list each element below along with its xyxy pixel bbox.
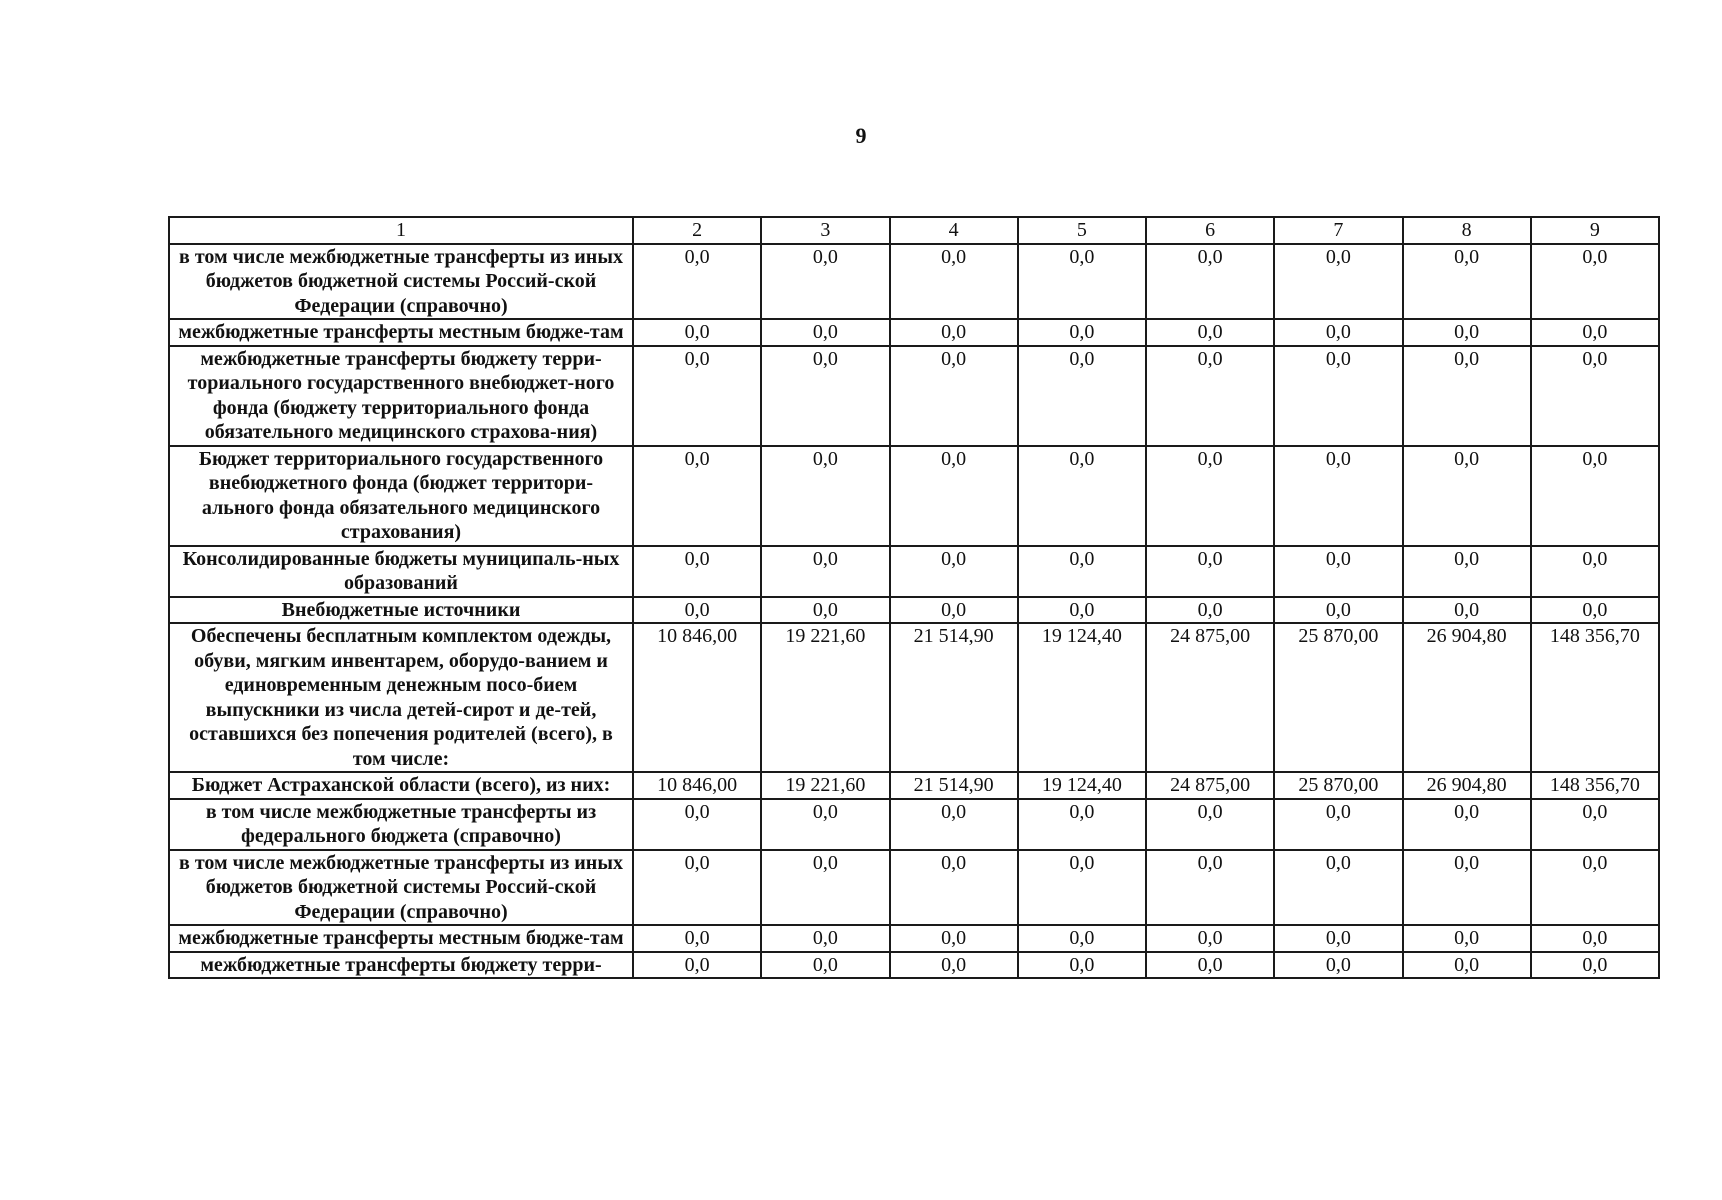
value-cell: 0,0 [890,546,1018,597]
value-cell: 0,0 [633,952,761,979]
value-cell: 0,0 [1274,546,1402,597]
value-cell: 0,0 [890,346,1018,446]
value-cell: 148 356,70 [1531,623,1659,772]
value-cell: 0,0 [1531,597,1659,624]
table-row [169,446,1659,546]
column-header: 2 [633,217,761,244]
value-cell: 0,0 [761,346,889,446]
value-cell: 0,0 [761,597,889,624]
row-label: Бюджет Астраханской области (всего), из них: [169,772,633,799]
value-cell: 19 124,40 [1018,623,1146,772]
value-cell: 0,0 [1146,546,1274,597]
row-label: Обеспечены бесплатным комплектом одежды, обуви, мягким инвентарем, оборудо-ванием и единовременным денежным посо-бием выпускники из числа детей-сирот и де-тей, оставшихся без попечения родителей (всего), в том числе: [169,623,633,772]
value-cell: 0,0 [633,346,761,446]
value-cell: 0,0 [1531,952,1659,979]
table-row [169,244,1659,320]
column-header: 4 [890,217,1018,244]
value-cell: 0,0 [1274,597,1402,624]
value-cell: 0,0 [1274,925,1402,952]
value-cell: 0,0 [633,925,761,952]
value-cell: 19 221,60 [761,623,889,772]
value-cell: 0,0 [1531,546,1659,597]
table-row [169,546,1659,597]
budget-table [168,216,1660,979]
value-cell: 0,0 [1146,319,1274,346]
value-cell: 0,0 [1146,952,1274,979]
value-cell: 0,0 [1146,597,1274,624]
value-cell: 0,0 [1146,446,1274,546]
value-cell: 0,0 [890,446,1018,546]
value-cell: 0,0 [1531,244,1659,320]
value-cell: 0,0 [1146,799,1274,850]
value-cell: 0,0 [1403,597,1531,624]
row-label: межбюджетные трансферты местным бюдже-там [169,925,633,952]
value-cell: 19 221,60 [761,772,889,799]
value-cell: 21 514,90 [890,772,1018,799]
value-cell: 0,0 [1274,244,1402,320]
value-cell: 0,0 [1531,346,1659,446]
value-cell: 0,0 [761,952,889,979]
value-cell: 0,0 [1018,546,1146,597]
table-row [169,346,1659,446]
value-cell: 0,0 [1018,925,1146,952]
value-cell: 0,0 [1018,346,1146,446]
value-cell: 0,0 [1146,850,1274,926]
value-cell: 0,0 [761,925,889,952]
column-header: 8 [1403,217,1531,244]
column-header: 9 [1531,217,1659,244]
table-body [169,217,1659,978]
value-cell: 0,0 [1018,319,1146,346]
value-cell: 0,0 [1403,319,1531,346]
value-cell: 10 846,00 [633,772,761,799]
value-cell: 0,0 [1403,446,1531,546]
value-cell: 0,0 [1403,799,1531,850]
table-row [169,952,1659,979]
value-cell: 0,0 [890,799,1018,850]
value-cell: 0,0 [633,546,761,597]
table-row [169,772,1659,799]
row-label: Консолидированные бюджеты муниципаль-ных образований [169,546,633,597]
value-cell: 148 356,70 [1531,772,1659,799]
page-number: 9 [855,123,867,148]
column-header: 6 [1146,217,1274,244]
value-cell: 0,0 [1274,952,1402,979]
row-label: Внебюджетные источники [169,597,633,624]
value-cell: 0,0 [1018,952,1146,979]
value-cell: 0,0 [1018,597,1146,624]
table-row [169,623,1659,772]
value-cell: 0,0 [890,319,1018,346]
value-cell: 0,0 [761,446,889,546]
value-cell: 0,0 [1146,346,1274,446]
value-cell: 0,0 [1018,850,1146,926]
row-label: в том числе межбюджетные трансферты из федерального бюджета (справочно) [169,799,633,850]
value-cell: 0,0 [1403,850,1531,926]
value-cell: 10 846,00 [633,623,761,772]
value-cell: 0,0 [1274,850,1402,926]
value-cell: 0,0 [1274,346,1402,446]
value-cell: 0,0 [1531,850,1659,926]
table-row [169,597,1659,624]
value-cell: 0,0 [1146,925,1274,952]
value-cell: 0,0 [761,319,889,346]
value-cell: 0,0 [1403,925,1531,952]
table-row [169,799,1659,850]
row-label: межбюджетные трансферты бюджету терри-ториального государственного внебюджет-ного фонда (бюджету территориального фонда обязательного медицинского страхова-ния) [169,346,633,446]
table-row [169,850,1659,926]
row-label: Бюджет территориального государственного внебюджетного фонда (бюджет территори-ального фонда обязательного медицинского страхования) [169,446,633,546]
value-cell: 0,0 [761,850,889,926]
value-cell: 0,0 [761,546,889,597]
value-cell: 0,0 [633,850,761,926]
value-cell: 0,0 [1403,244,1531,320]
value-cell: 0,0 [633,597,761,624]
column-header: 1 [169,217,633,244]
row-label: межбюджетные трансферты местным бюдже-там [169,319,633,346]
value-cell: 0,0 [1274,799,1402,850]
column-header: 7 [1274,217,1402,244]
value-cell: 0,0 [1531,446,1659,546]
value-cell: 0,0 [1531,925,1659,952]
value-cell: 0,0 [890,850,1018,926]
value-cell: 0,0 [890,597,1018,624]
value-cell: 0,0 [761,244,889,320]
value-cell: 0,0 [1403,952,1531,979]
value-cell: 0,0 [890,952,1018,979]
value-cell: 0,0 [633,799,761,850]
table-row [169,319,1659,346]
value-cell: 0,0 [890,925,1018,952]
value-cell: 26 904,80 [1403,623,1531,772]
value-cell: 0,0 [761,799,889,850]
value-cell: 0,0 [1403,546,1531,597]
row-label: межбюджетные трансферты бюджету терри- [169,952,633,979]
value-cell: 0,0 [890,244,1018,320]
value-cell: 0,0 [1146,244,1274,320]
column-header: 3 [761,217,889,244]
value-cell: 0,0 [1274,319,1402,346]
value-cell: 0,0 [1018,799,1146,850]
value-cell: 21 514,90 [890,623,1018,772]
value-cell: 0,0 [1531,319,1659,346]
row-label: в том числе межбюджетные трансферты из иных бюджетов бюджетной системы Россий-ской Федерации (справочно) [169,850,633,926]
value-cell: 24 875,00 [1146,623,1274,772]
value-cell: 0,0 [633,446,761,546]
value-cell: 0,0 [633,244,761,320]
value-cell: 0,0 [1531,799,1659,850]
table-header-row [169,217,1659,244]
row-label: в том числе межбюджетные трансферты из иных бюджетов бюджетной системы Россий-ской Федерации (справочно) [169,244,633,320]
value-cell: 24 875,00 [1146,772,1274,799]
value-cell: 25 870,00 [1274,772,1402,799]
value-cell: 19 124,40 [1018,772,1146,799]
value-cell: 0,0 [1274,446,1402,546]
value-cell: 26 904,80 [1403,772,1531,799]
value-cell: 25 870,00 [1274,623,1402,772]
value-cell: 0,0 [1018,446,1146,546]
value-cell: 0,0 [633,319,761,346]
table-row [169,925,1659,952]
value-cell: 0,0 [1403,346,1531,446]
column-header: 5 [1018,217,1146,244]
value-cell: 0,0 [1018,244,1146,320]
